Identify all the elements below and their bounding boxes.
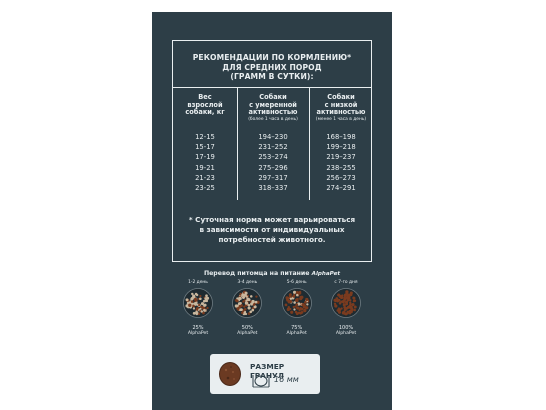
table-divider-horizontal — [173, 87, 371, 88]
kibble-dot — [343, 298, 346, 301]
kibble-dot — [188, 304, 191, 307]
kibble-dot — [289, 298, 291, 300]
table-cell: 274–291 — [326, 184, 356, 193]
table-cell: 253–274 — [258, 153, 288, 162]
transfer-step — [277, 280, 317, 337]
table-cell: 297–317 — [258, 173, 288, 182]
kibble-dot — [239, 305, 242, 308]
column-weight — [173, 89, 237, 193]
kibble-dot — [345, 290, 348, 293]
column-values — [309, 132, 373, 193]
step-percent: 75% — [291, 325, 303, 331]
kibble-dot — [341, 294, 343, 296]
column-header — [309, 89, 373, 128]
kibble-dot — [190, 298, 192, 300]
column-moderate-activity — [237, 89, 309, 193]
feeding-guide-panel — [152, 12, 392, 410]
table-cell: 199–218 — [326, 143, 356, 152]
kibble-dot — [198, 304, 200, 306]
table-cell: 17-19 — [195, 153, 215, 162]
kibble-dot — [193, 307, 195, 309]
table-cell: 23-25 — [195, 184, 215, 193]
transfer-step — [178, 280, 218, 337]
kibble-icon — [218, 361, 242, 387]
kibble-dot — [245, 301, 248, 304]
step-days: 3-4 день — [237, 280, 258, 285]
kibble-dot — [296, 298, 298, 300]
kibble-dot — [300, 311, 303, 314]
step-days: 1-2 день — [188, 280, 208, 285]
kibble-dot — [287, 306, 289, 308]
kibble-dot — [246, 295, 248, 297]
kibble-dot — [255, 301, 258, 304]
kibble-dot — [250, 310, 253, 313]
food-bowl-icon — [183, 288, 213, 318]
step-brand: AlphaPet — [335, 331, 357, 336]
header-line: Собаки — [259, 93, 287, 101]
header-line: с низкой — [324, 100, 358, 109]
kibble-dot — [306, 303, 308, 305]
kibble-dot — [296, 294, 299, 297]
kibble-dot — [199, 308, 201, 310]
kibble-dot — [186, 298, 189, 301]
footnote-line: потребностей животного. — [218, 234, 326, 244]
kibble-dot — [345, 294, 347, 296]
header-line: активностью — [248, 108, 298, 117]
kibble-dot — [336, 309, 339, 312]
kibble-dot — [299, 291, 301, 293]
kibble-dot — [334, 300, 336, 302]
kibble-dot — [199, 297, 202, 300]
kibble-dot — [286, 299, 289, 302]
transfer-title — [152, 270, 392, 277]
column-low-activity — [309, 89, 373, 193]
table-cell: 231–252 — [258, 143, 288, 152]
kibble-dot — [352, 296, 355, 299]
header-line: с умеренной — [249, 100, 297, 109]
kibble-dot — [303, 309, 306, 312]
footnote-line: в зависимости от индивидуальных — [199, 224, 345, 234]
transfer-steps — [178, 280, 366, 337]
kibble-dot — [294, 305, 296, 307]
kibble-dot — [349, 302, 351, 304]
kibble-dot — [240, 308, 243, 311]
kibble-dot — [203, 309, 206, 312]
kibble-dot — [284, 303, 287, 306]
column-header — [173, 89, 237, 128]
kibble-dot — [201, 310, 203, 312]
transfer-step — [326, 280, 366, 337]
table-cell: 256–273 — [326, 173, 356, 182]
kibble-dot — [340, 301, 342, 303]
header-line: Вес — [198, 93, 212, 101]
table-cell: 275–296 — [258, 163, 288, 172]
kibble-dot — [305, 298, 308, 301]
table-cell: 168–198 — [326, 133, 356, 141]
header-line: активностью — [316, 108, 366, 117]
step-days: 5-6 день — [286, 280, 307, 285]
kibble-dot — [245, 292, 248, 295]
header-subtitle: (более 1 часа в день) — [248, 116, 298, 122]
kibble-dot — [252, 309, 255, 312]
table-cell: 19-21 — [195, 163, 215, 172]
table-cell: 12-15 — [195, 133, 215, 141]
kibble-dot — [240, 302, 242, 304]
granule-size-label: РАЗМЕР ГРАНУЛ — [250, 362, 285, 380]
food-bowl-icon — [282, 288, 312, 318]
kibble-dot — [192, 305, 195, 308]
kibble-dot — [250, 295, 253, 298]
kibble-dot — [337, 294, 340, 297]
table-title-line: ДЛЯ СРЕДНИХ ПОРОД — [222, 62, 322, 72]
table-title-line: (ГРАММ В СУТКИ): — [230, 72, 314, 81]
kibble-dot — [251, 302, 254, 305]
kibble-dot — [248, 304, 251, 307]
table-cell: 238–255 — [326, 163, 356, 172]
kibble-dot — [295, 312, 298, 315]
kibble-dot — [293, 291, 296, 294]
kibble-dot — [193, 312, 196, 315]
kibble-dot — [243, 300, 246, 303]
kibble-dot — [347, 296, 350, 299]
step-percent: 100% — [338, 325, 354, 331]
kibble-dot — [293, 301, 296, 304]
kibble-dot — [304, 301, 307, 304]
transfer-step — [227, 280, 267, 337]
footnote — [173, 215, 371, 244]
table-cell: 318–337 — [258, 184, 288, 193]
step-days: с 7-го дня — [334, 280, 358, 285]
kibble-dot — [205, 300, 208, 303]
footnote-line: * Суточная норма может варьироваться — [188, 215, 356, 224]
granule-size-badge — [210, 354, 320, 394]
kibble-dot — [349, 306, 351, 308]
kibble-dot — [196, 313, 198, 315]
kibble-dot — [290, 311, 293, 314]
table-cell: 15-17 — [195, 143, 215, 152]
step-brand: AlphaPet — [237, 331, 258, 336]
step-percent: 25% — [192, 325, 204, 331]
kibble-dot — [206, 307, 208, 309]
table-cell: 219–237 — [326, 153, 356, 162]
header-line: Собаки — [327, 93, 355, 101]
table-title — [173, 53, 371, 82]
column-values — [237, 132, 309, 193]
feeding-table-box — [172, 40, 372, 262]
kibble-dot — [191, 300, 194, 303]
transfer-title-text: Перевод питомца на питание — [203, 270, 310, 277]
kibble-dot — [196, 294, 198, 296]
diameter-icon — [251, 374, 271, 388]
kibble-dot — [248, 306, 251, 309]
step-brand: AlphaPet — [187, 331, 209, 336]
table-title-line: РЕКОМЕНДАЦИИ ПО КОРМЛЕНИЮ* — [192, 53, 352, 62]
kibble-dot — [185, 304, 188, 307]
kibble-dot — [288, 300, 291, 303]
brand-name: AlphaPet — [311, 271, 341, 277]
granule-size-value: 16 мм — [274, 375, 299, 384]
kibble-dot — [196, 304, 198, 306]
kibble-dot — [300, 296, 303, 299]
kibble-dot — [256, 295, 258, 297]
kibble-dot — [292, 295, 295, 298]
column-values — [173, 132, 237, 193]
food-bowl-icon — [331, 288, 361, 318]
kibble-dot — [354, 306, 357, 309]
header-line: собаки, кг — [185, 108, 225, 117]
kibble-dot — [304, 306, 307, 309]
food-bowl-icon — [232, 288, 262, 318]
kibble-dot — [242, 294, 245, 297]
kibble-dot — [289, 293, 292, 296]
kibble-dot — [205, 294, 208, 297]
kibble-dot — [335, 297, 338, 300]
column-header — [237, 89, 309, 128]
kibble-dot — [349, 310, 352, 313]
header-subtitle: (менее 1 часа в день) — [315, 116, 367, 122]
kibble-dot — [345, 300, 348, 303]
kibble-dot — [353, 309, 356, 312]
header-line: взрослой — [187, 100, 223, 109]
kibble-dot — [194, 298, 197, 301]
kibble-dot — [195, 311, 197, 313]
step-brand: AlphaPet — [286, 331, 307, 336]
table-cell: 21-23 — [195, 173, 215, 182]
kibble-dot — [239, 297, 242, 300]
kibble-dot — [199, 295, 201, 297]
kibble-dot — [235, 304, 238, 307]
kibble-dot — [235, 299, 238, 302]
kibble-dot — [293, 308, 295, 310]
table-cell: 194–230 — [258, 133, 288, 141]
kibble-dot — [354, 300, 357, 303]
kibble-dot — [253, 304, 255, 306]
kibble-dot — [300, 308, 303, 311]
kibble-dot — [203, 304, 206, 307]
kibble-dot — [334, 303, 336, 305]
step-percent: 50% — [241, 325, 253, 331]
kibble-dot — [341, 307, 343, 309]
kibble-dot — [248, 298, 251, 301]
